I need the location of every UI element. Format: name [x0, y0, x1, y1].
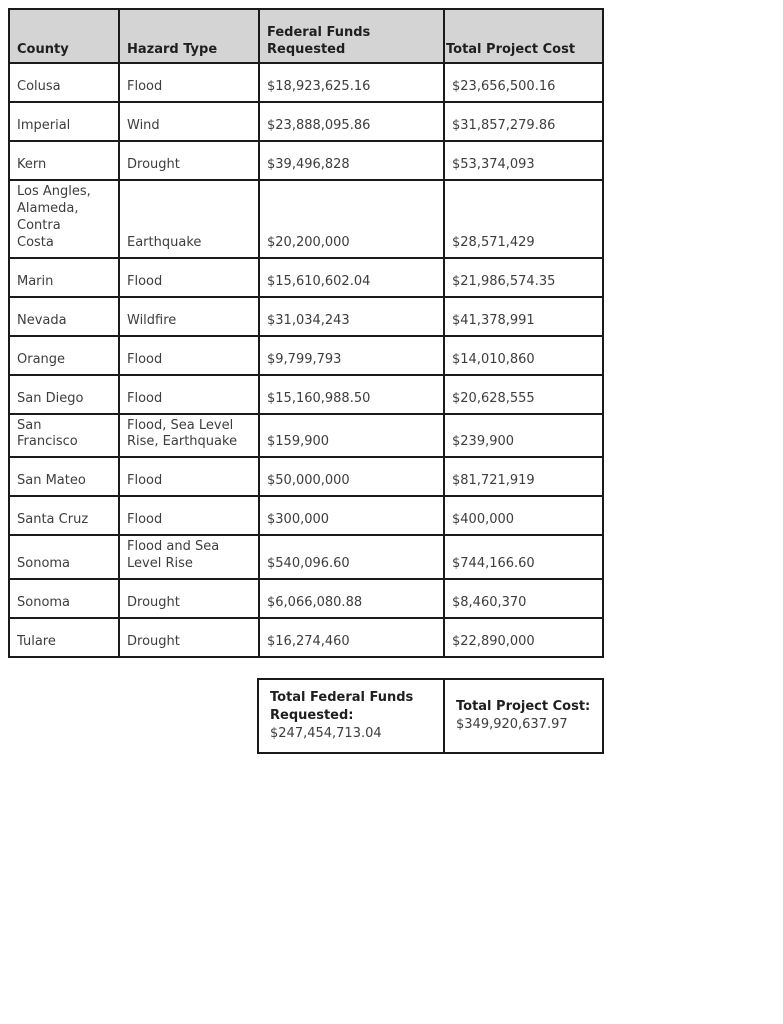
- project-cost-cell: $31,857,279.86: [444, 102, 603, 141]
- table-header: [9, 9, 603, 63]
- federal-funds-cell: $540,096.60: [259, 535, 444, 579]
- county-cell: San Mateo: [9, 457, 119, 496]
- federal-funds-cell: $15,160,988.50: [259, 375, 444, 414]
- table-row: [9, 457, 603, 496]
- county-cell: Colusa: [9, 63, 119, 102]
- county-cell: Imperial: [9, 102, 119, 141]
- col-header-hazard-type: Hazard Type: [119, 9, 259, 63]
- total-project-cost-cell: [445, 680, 602, 752]
- table-row: [9, 258, 603, 297]
- hazard-cell: Flood: [119, 496, 259, 535]
- table-body: [9, 63, 603, 657]
- federal-funds-cell: $31,034,243: [259, 297, 444, 336]
- project-cost-cell: $20,628,555: [444, 375, 603, 414]
- col-header-federal-funds-requested: Federal Funds Requested: [259, 9, 444, 63]
- project-cost-cell: $8,460,370: [444, 579, 603, 618]
- federal-funds-cell: $18,923,625.16: [259, 63, 444, 102]
- header-row: [9, 9, 603, 63]
- table-row: [9, 375, 603, 414]
- hazard-cell: Drought: [119, 618, 259, 657]
- federal-funds-cell: $23,888,095.86: [259, 102, 444, 141]
- hazard-funding-table: [8, 8, 604, 658]
- hazard-cell: Flood: [119, 336, 259, 375]
- county-cell: Santa Cruz: [9, 496, 119, 535]
- county-cell: Los Angles, Alameda, Contra Costa: [9, 180, 119, 258]
- project-cost-cell: $28,571,429: [444, 180, 603, 258]
- county-cell: Orange: [9, 336, 119, 375]
- hazard-cell: Flood, Sea Level Rise, Earthquake: [119, 414, 259, 458]
- table-row: [9, 336, 603, 375]
- table-row: [9, 496, 603, 535]
- table-row: [9, 618, 603, 657]
- project-cost-cell: $23,656,500.16: [444, 63, 603, 102]
- col-header-total-project-cost: Total Project Cost: [444, 9, 603, 63]
- col-header-county: County: [9, 9, 119, 63]
- county-cell: San Diego: [9, 375, 119, 414]
- total-project-cost-label: Total Project Cost:: [456, 699, 591, 715]
- table-row: [9, 180, 603, 258]
- hazard-cell: Flood: [119, 375, 259, 414]
- federal-funds-cell: $6,066,080.88: [259, 579, 444, 618]
- county-cell: Sonoma: [9, 535, 119, 579]
- project-cost-cell: $22,890,000: [444, 618, 603, 657]
- county-cell: Kern: [9, 141, 119, 180]
- hazard-cell: Wind: [119, 102, 259, 141]
- hazard-cell: Flood and Sea Level Rise: [119, 535, 259, 579]
- hazard-cell: Drought: [119, 141, 259, 180]
- federal-funds-cell: $159,900: [259, 414, 444, 458]
- hazard-cell: Flood: [119, 258, 259, 297]
- total-federal-funds-value: $247,454,713.04: [270, 726, 382, 742]
- federal-funds-cell: $16,274,460: [259, 618, 444, 657]
- project-cost-cell: $239,900: [444, 414, 603, 458]
- table-row: [9, 102, 603, 141]
- table-row: [9, 579, 603, 618]
- project-cost-cell: $81,721,919: [444, 457, 603, 496]
- federal-funds-cell: $15,610,602.04: [259, 258, 444, 297]
- hazard-cell: Flood: [119, 457, 259, 496]
- county-cell: Nevada: [9, 297, 119, 336]
- project-cost-cell: $53,374,093: [444, 141, 603, 180]
- county-cell: San Francisco: [9, 414, 119, 458]
- federal-funds-cell: $39,496,828: [259, 141, 444, 180]
- total-federal-funds-cell: [259, 680, 445, 752]
- county-cell: Marin: [9, 258, 119, 297]
- table-row: [9, 535, 603, 579]
- federal-funds-cell: $300,000: [259, 496, 444, 535]
- project-cost-cell: $744,166.60: [444, 535, 603, 579]
- hazard-cell: Flood: [119, 63, 259, 102]
- hazard-cell: Wildfire: [119, 297, 259, 336]
- federal-funds-cell: $9,799,793: [259, 336, 444, 375]
- project-cost-cell: $21,986,574.35: [444, 258, 603, 297]
- table-row: [9, 414, 603, 458]
- project-cost-cell: $400,000: [444, 496, 603, 535]
- table-row: [9, 63, 603, 102]
- table-row: [9, 297, 603, 336]
- project-cost-cell: $14,010,860: [444, 336, 603, 375]
- total-project-cost-value: $349,920,637.97: [456, 717, 568, 733]
- table-row: [9, 141, 603, 180]
- project-cost-cell: $41,378,991: [444, 297, 603, 336]
- totals-box: [257, 678, 604, 754]
- county-cell: Tulare: [9, 618, 119, 657]
- county-cell: Sonoma: [9, 579, 119, 618]
- federal-funds-cell: $50,000,000: [259, 457, 444, 496]
- hazard-cell: Drought: [119, 579, 259, 618]
- total-federal-funds-label: Total Federal Funds Requested:: [270, 690, 414, 724]
- federal-funds-cell: $20,200,000: [259, 180, 444, 258]
- hazard-cell: Earthquake: [119, 180, 259, 258]
